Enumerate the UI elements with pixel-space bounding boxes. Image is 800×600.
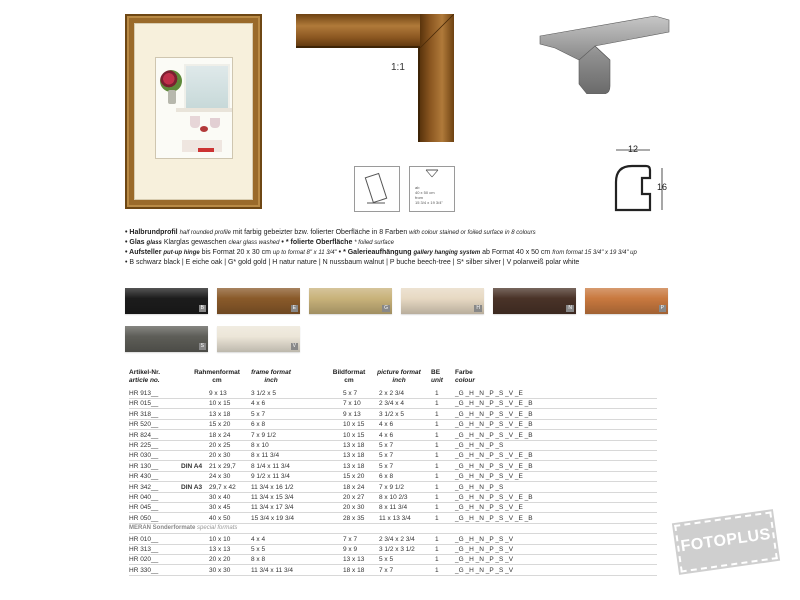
cell-bcm: 18 x 18 <box>343 566 365 574</box>
table-row <box>129 482 657 493</box>
col-header-picture-inch: picture format inch <box>377 369 421 384</box>
swatch-b <box>125 288 208 314</box>
gallery-hanging-icon <box>409 166 455 212</box>
swatch-n <box>493 288 576 314</box>
desc-line-colours: • B schwarz black | E eiche oak | G* gold gold | H natur nature | N nussbaum walnut | P buche beech-tree | S* silber silver | V polarweiß polar white <box>125 259 580 266</box>
cell-be: 1 <box>435 390 439 397</box>
table-row <box>129 388 657 399</box>
cell-binch: 2 x 2 3/4 <box>379 390 404 397</box>
cell-be: 1 <box>435 514 439 522</box>
cell-be: 1 <box>435 535 439 543</box>
flowers-image <box>160 70 182 92</box>
cell-inch: 11 3/4 x 17 3/4 <box>251 504 294 512</box>
cell-bcm: 13 x 18 <box>343 442 365 449</box>
cell-cm: 18 x 24 <box>209 431 231 439</box>
cell-binch: 6 x 8 <box>379 473 394 481</box>
cell-cm: 13 x 18 <box>209 410 231 418</box>
swatch-s <box>125 326 208 352</box>
cell-farbe: _G _H _N _P _S _V _E <box>455 473 523 481</box>
cell-cm: 20 x 25 <box>209 442 231 449</box>
cell-cm: 20 x 30 <box>209 452 231 460</box>
cell-farbe: _G _H _N _P _S _V <box>455 535 514 543</box>
cell-be: 1 <box>435 421 439 429</box>
cell-inch: 5 x 7 <box>251 410 266 418</box>
swatch-code: V <box>292 343 296 349</box>
cell-inch: 11 3/4 x 16 1/2 <box>251 483 294 491</box>
cell-binch: 2 3/4 x 2 3/4 <box>379 535 415 543</box>
scale-label: 1:1 <box>391 62 405 73</box>
cell-din: DIN A3 <box>181 483 203 491</box>
cell-binch: 5 x 7 <box>379 462 394 470</box>
cell-farbe: _G _H _N _P _S _V _E _B <box>455 514 533 522</box>
cell-inch: 15 3/4 x 19 3/4 <box>251 514 295 522</box>
cell-inch: 3 1/2 x 5 <box>251 390 276 397</box>
cell-art: HR 225__ <box>129 442 159 449</box>
cell-inch: 5 x 5 <box>251 546 266 553</box>
table-row <box>129 471 657 482</box>
cell-art: HR 313__ <box>129 546 159 553</box>
swatch-e <box>217 288 300 314</box>
desc-line-hinge: • Aufsteller put-up hinge bis Format 20 x 30 cm up to format 8" x 11 3/4" • * Galerieaufhängung gallery hanging system ab Format 40 x 50 cm from format 15 3/4" x 19 3/4" up <box>125 249 637 256</box>
height-dimension: 16 <box>657 182 668 192</box>
cell-cm: 10 x 10 <box>209 535 231 543</box>
table-row <box>129 430 657 441</box>
cell-bcm: 13 x 13 <box>343 556 365 564</box>
brand-logo <box>198 148 214 152</box>
swatch-code: S <box>200 343 204 349</box>
cell-art: HR 130__ <box>129 462 159 470</box>
cell-cm: 20 x 20 <box>209 556 231 564</box>
cell-art: HR 913__ <box>129 390 159 397</box>
cell-cm: 9 x 13 <box>209 390 227 397</box>
cell-art: HR 342__ <box>129 483 159 491</box>
cell-farbe: _G _H _N _P _S _V <box>455 566 514 574</box>
cell-cm: 30 x 30 <box>209 566 231 574</box>
cell-inch: 8 1/4 x 11 3/4 <box>251 462 290 470</box>
swatch-code: H <box>476 305 480 311</box>
swatch-code: B <box>200 305 204 311</box>
cell-be: 1 <box>435 494 439 501</box>
cell-inch: 9 1/2 x 11 3/4 <box>251 473 290 481</box>
cell-be: 1 <box>435 504 439 512</box>
cell-art: HR 050__ <box>129 514 159 522</box>
table-row <box>129 554 657 565</box>
cell-farbe: _G _H _N _P _S _V _E _B <box>455 431 533 439</box>
cell-inch: 8 x 11 3/4 <box>251 452 280 460</box>
cell-bcm: 28 x 35 <box>343 514 365 522</box>
put-up-hinge-icon <box>354 166 400 212</box>
cell-binch: 11 x 13 3/4 <box>379 514 411 522</box>
gallery-icon-text: 15 3/4 x 19 3/4" <box>415 200 443 205</box>
table-row <box>129 513 657 524</box>
col-header-unit: BE unit <box>431 369 443 384</box>
cell-be: 1 <box>435 473 439 481</box>
table-row <box>129 398 657 409</box>
cell-cm: 30 x 40 <box>209 494 231 501</box>
cell-art: HR 010__ <box>129 535 159 543</box>
cell-be: 1 <box>435 410 439 418</box>
cell-inch: 8 x 10 <box>251 442 269 449</box>
swatch-code: E <box>292 305 296 311</box>
cell-be: 1 <box>435 483 439 491</box>
cell-bcm: 9 x 9 <box>343 546 358 553</box>
cell-binch: 5 x 5 <box>379 556 394 564</box>
cell-farbe: _G _H _N _P _S _V _E _B <box>455 452 533 460</box>
cell-binch: 5 x 7 <box>379 442 394 449</box>
cell-binch: 5 x 7 <box>379 452 394 460</box>
cell-art: HR 030__ <box>129 452 159 460</box>
table-row <box>129 492 657 503</box>
cell-farbe: _G _H _N _P _S _V _E <box>455 390 523 397</box>
cell-binch: 4 x 6 <box>379 421 394 429</box>
sample-photo <box>155 57 233 159</box>
watermark-stamp: FOTOPLUS <box>674 511 778 572</box>
swatch-g <box>309 288 392 314</box>
cell-din: DIN A4 <box>181 462 203 470</box>
cell-be: 1 <box>435 462 439 470</box>
cell-be: 1 <box>435 546 439 553</box>
cell-bcm: 15 x 20 <box>343 473 365 481</box>
cell-binch: 8 x 11 3/4 <box>379 504 408 512</box>
frame-corner-image <box>296 14 454 142</box>
cell-art: HR 020__ <box>129 556 159 564</box>
cell-be: 1 <box>435 556 439 564</box>
col-header-article: Artikel-Nr. article no. <box>129 369 161 384</box>
cup-image <box>210 118 220 128</box>
swatch-code: P <box>660 305 664 311</box>
desc-line-profile: • Halbrundprofil half rounded profile mit farbig gebeizter bzw. folierter Oberfläche in 8 Farben with colour stained or foiled surface in 8 colours <box>125 229 536 236</box>
gallery-icon-text: from <box>415 195 423 200</box>
cell-inch: 7 x 9 1/2 <box>251 431 276 439</box>
swatch-h <box>401 288 484 314</box>
cup-image <box>190 116 200 128</box>
product-description <box>125 228 785 268</box>
col-header-frame-cm: Rahmenformat cm <box>194 369 240 384</box>
cell-farbe: _G _H _N _P _S _V <box>455 556 514 564</box>
cell-farbe: _G _H _N _P _S <box>455 483 504 491</box>
cell-bcm: 13 x 18 <box>343 452 365 460</box>
cell-bcm: 7 x 7 <box>343 535 358 543</box>
vase-image <box>168 90 176 104</box>
cell-binch: 3 1/2 x 3 1/2 <box>379 546 415 553</box>
cell-art: HR 824__ <box>129 431 159 439</box>
cell-bcm: 10 x 15 <box>343 421 365 429</box>
cell-binch: 8 x 10 2/3 <box>379 494 408 501</box>
cell-cm: 30 x 45 <box>209 504 231 512</box>
window-sill <box>176 108 232 112</box>
col-header-picture-cm: Bildformat cm <box>332 369 366 384</box>
table-row <box>129 450 657 461</box>
swatch-code: N <box>568 305 572 311</box>
table-row <box>129 534 657 545</box>
cell-art: HR 318__ <box>129 410 159 418</box>
cell-inch: 11 3/4 x 11 3/4 <box>251 566 294 574</box>
cell-farbe: _G _H _N _P _S _V _E _B <box>455 400 533 408</box>
passepartout <box>134 23 253 200</box>
cell-binch: 7 x 9 1/2 <box>379 483 404 491</box>
col-header-frame-inch: frame format inch <box>251 369 291 384</box>
cell-binch: 7 x 7 <box>379 566 394 574</box>
cell-art: HR 430__ <box>129 473 159 481</box>
cell-art: HR 045__ <box>129 504 159 512</box>
cell-art: HR 330__ <box>129 566 159 574</box>
cell-binch: 3 1/2 x 5 <box>379 410 404 418</box>
col-header-colour: Farbe colour <box>455 369 475 384</box>
section-title-en: special formats <box>197 525 238 532</box>
cell-inch: 4 x 6 <box>251 400 266 408</box>
cell-cm: 13 x 13 <box>209 546 231 553</box>
cell-cm: 40 x 50 <box>209 514 231 522</box>
gallery-icon-text: 40 x 50 cm <box>415 190 435 195</box>
table-row <box>129 461 657 472</box>
table-row <box>129 419 657 430</box>
cell-bcm: 9 x 13 <box>343 410 361 418</box>
cell-bcm: 10 x 15 <box>343 431 365 439</box>
cell-inch: 4 x 4 <box>251 535 266 543</box>
table-row <box>129 565 657 576</box>
cell-cm: 29,7 x 42 <box>209 483 236 491</box>
cell-art: HR 040__ <box>129 494 159 501</box>
window-image <box>184 64 230 112</box>
cell-be: 1 <box>435 431 439 439</box>
width-dimension: 12 <box>628 144 639 154</box>
swatch-p <box>585 288 668 314</box>
fruit-image <box>200 126 208 132</box>
cell-farbe: _G _H _N _P _S _V _E _B <box>455 410 533 418</box>
cell-bcm: 13 x 18 <box>343 462 365 470</box>
cell-be: 1 <box>435 452 439 460</box>
cell-bcm: 20 x 30 <box>343 504 365 512</box>
cell-bcm: 18 x 24 <box>343 483 365 491</box>
cell-be: 1 <box>435 566 439 574</box>
cell-binch: 2 3/4 x 4 <box>379 400 404 408</box>
cell-cm: 10 x 15 <box>209 400 231 408</box>
cell-farbe: _G _H _N _P _S _V _E _B <box>455 421 533 429</box>
cell-farbe: _G _H _N _P _S _V _E <box>455 504 523 512</box>
cell-bcm: 20 x 27 <box>343 494 365 501</box>
cell-inch: 8 x 8 <box>251 556 266 564</box>
cell-cm: 15 x 20 <box>209 421 231 429</box>
profile-3d-image <box>535 14 670 94</box>
cell-farbe: _G _H _N _P _S _V <box>455 546 514 553</box>
cross-section-diagram <box>610 142 672 220</box>
cell-inch: 11 3/4 x 15 3/4 <box>251 494 294 501</box>
cell-farbe: _G _H _N _P _S _V _E _B <box>455 494 533 501</box>
table-row <box>129 440 657 451</box>
swatch-v <box>217 326 300 352</box>
cell-farbe: _G _H _N _P _S _V _E _B <box>455 462 533 470</box>
cell-art: HR 520__ <box>129 421 159 429</box>
cell-be: 1 <box>435 400 439 408</box>
framed-picture <box>125 14 262 209</box>
gallery-icon-text: ab <box>415 185 420 190</box>
cell-bcm: 7 x 10 <box>343 400 361 408</box>
section-row <box>129 523 657 534</box>
swatch-code: G <box>384 305 388 311</box>
cell-be: 1 <box>435 442 439 449</box>
cell-art: HR 015__ <box>129 400 159 408</box>
cell-cm: 24 x 30 <box>209 473 231 481</box>
desc-line-glass: • Glas glass Klarglas gewaschen clear glass washed • * folierte Oberfläche * foiled surface <box>125 239 394 246</box>
cell-cm: 21 x 29,7 <box>209 462 236 470</box>
table-row <box>129 544 657 555</box>
cell-binch: 4 x 6 <box>379 431 394 439</box>
table-row <box>129 409 657 420</box>
cell-farbe: _G _H _N _P _S <box>455 442 504 449</box>
cell-bcm: 5 x 7 <box>343 390 358 397</box>
table-row <box>129 502 657 513</box>
cell-inch: 6 x 8 <box>251 421 266 429</box>
section-title: MERAN Sonderformate <box>129 525 196 532</box>
